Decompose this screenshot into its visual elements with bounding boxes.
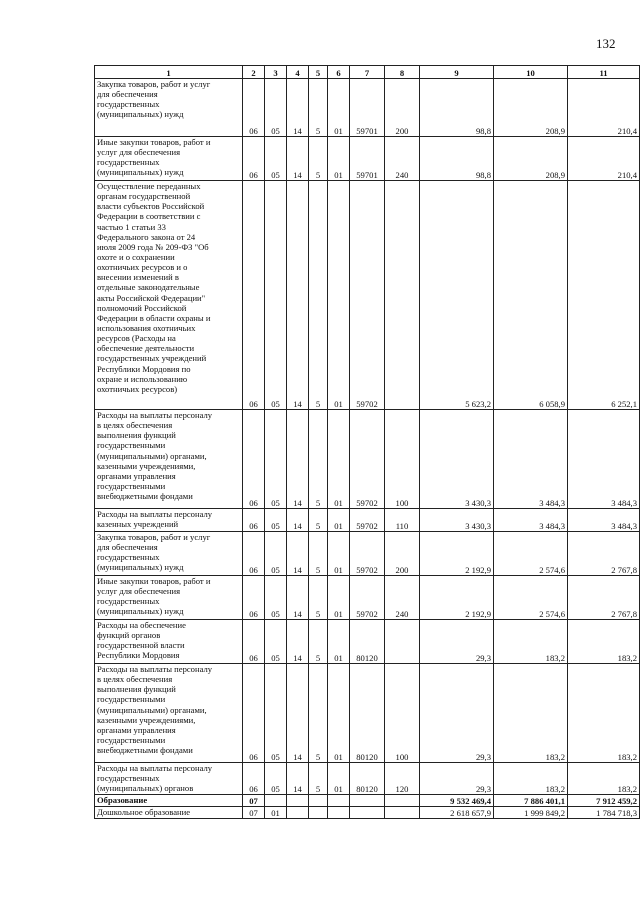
table-row — [95, 532, 640, 576]
column-header: 9 — [420, 66, 494, 79]
cell-direction: 80120 — [350, 763, 385, 795]
cell-subsection: 05 — [265, 410, 287, 509]
cell-expense-type: 240 — [385, 576, 420, 620]
table-row — [95, 79, 640, 137]
row-name: Расходы на выплаты персоналу казенных учреждений — [95, 509, 243, 532]
cell-amount-year-3: 183,2 — [568, 620, 640, 664]
cell-amount-year-3: 3 484,3 — [568, 410, 640, 509]
cell-subsection: 01 — [265, 807, 287, 819]
cell-program: 14 — [287, 664, 309, 763]
cell-event: 01 — [328, 664, 350, 763]
cell-subsection: 05 — [265, 576, 287, 620]
cell-expense-type: 110 — [385, 509, 420, 532]
cell-section: 06 — [243, 763, 265, 795]
cell-event: 01 — [328, 620, 350, 664]
cell-section: 06 — [243, 181, 265, 410]
cell-direction: 59702 — [350, 576, 385, 620]
cell-expense-type — [385, 181, 420, 410]
cell-expense-type: 120 — [385, 763, 420, 795]
cell-amount-year-1: 2 192,9 — [420, 576, 494, 620]
cell-amount-year-1: 2 192,9 — [420, 532, 494, 576]
cell-subsection: 05 — [265, 763, 287, 795]
cell-direction: 80120 — [350, 620, 385, 664]
cell-direction: 59701 — [350, 79, 385, 137]
cell-program — [287, 795, 309, 807]
cell-subsection: 05 — [265, 509, 287, 532]
cell-direction: 59701 — [350, 137, 385, 181]
cell-subprogram: 5 — [309, 410, 328, 509]
cell-subprogram: 5 — [309, 532, 328, 576]
cell-subprogram: 5 — [309, 181, 328, 410]
cell-program: 14 — [287, 620, 309, 664]
cell-amount-year-2: 183,2 — [494, 664, 568, 763]
cell-section: 06 — [243, 664, 265, 763]
cell-subsection: 05 — [265, 664, 287, 763]
cell-direction: 59702 — [350, 410, 385, 509]
cell-program — [287, 807, 309, 819]
cell-amount-year-3: 3 484,3 — [568, 509, 640, 532]
cell-event: 01 — [328, 532, 350, 576]
cell-amount-year-1: 3 430,3 — [420, 509, 494, 532]
cell-subprogram: 5 — [309, 763, 328, 795]
cell-subsection: 05 — [265, 181, 287, 410]
row-name: Осуществление переданных органам государственной власти субъектов Российской Федерации в соответствии с частью 1 статьи 33 Федерального закона от 24 июля 2009 года № 209-ФЗ "Об охоте и о сохранении охотничьих ресурсов и о внесении изменений в отдельные законодательные акты Российской Федерации" полномочий Российской Федерации в области охраны и использования охотничьих ресурсов (Расходы на обеспечение деятельности государственных учреждений Республики Мордовия по охране и использованию охотничьих ресурсов) — [95, 181, 243, 410]
row-name: Закупка товаров, работ и услуг для обеспечения государственных (муниципальных) нужд — [95, 79, 243, 137]
cell-event: 01 — [328, 410, 350, 509]
cell-subprogram — [309, 807, 328, 819]
cell-amount-year-3: 210,4 — [568, 79, 640, 137]
cell-amount-year-2: 7 886 401,1 — [494, 795, 568, 807]
cell-amount-year-1: 29,3 — [420, 620, 494, 664]
table-row — [95, 181, 640, 410]
cell-section: 07 — [243, 795, 265, 807]
cell-amount-year-1: 2 618 657,9 — [420, 807, 494, 819]
cell-expense-type: 200 — [385, 79, 420, 137]
cell-amount-year-1: 98,8 — [420, 137, 494, 181]
column-header: 4 — [287, 66, 309, 79]
column-header: 10 — [494, 66, 568, 79]
cell-program: 14 — [287, 410, 309, 509]
cell-amount-year-3: 6 252,1 — [568, 181, 640, 410]
cell-amount-year-2: 3 484,3 — [494, 410, 568, 509]
page-number: 132 — [596, 36, 616, 51]
column-header: 8 — [385, 66, 420, 79]
cell-amount-year-1: 98,8 — [420, 79, 494, 137]
cell-section: 06 — [243, 509, 265, 532]
cell-event: 01 — [328, 181, 350, 410]
row-name: Расходы на выплаты персоналу в целях обеспечения выполнения функций государственными (муниципальными) органами, казенными учреждениями, органами управления государственными внебюджетными фондами — [95, 664, 243, 763]
cell-expense-type — [385, 795, 420, 807]
cell-amount-year-1: 5 623,2 — [420, 181, 494, 410]
cell-direction: 59702 — [350, 181, 385, 410]
cell-amount-year-3: 183,2 — [568, 664, 640, 763]
row-name: Закупка товаров, работ и услуг для обеспечения государственных (муниципальных) нужд — [95, 532, 243, 576]
cell-amount-year-1: 29,3 — [420, 763, 494, 795]
cell-amount-year-3: 2 767,8 — [568, 576, 640, 620]
column-header: 6 — [328, 66, 350, 79]
row-name: Иные закупки товаров, работ и услуг для обеспечения государственных (муниципальных) нужд — [95, 576, 243, 620]
cell-program: 14 — [287, 509, 309, 532]
cell-amount-year-1: 29,3 — [420, 664, 494, 763]
cell-subsection: 05 — [265, 620, 287, 664]
cell-subprogram: 5 — [309, 576, 328, 620]
column-header: 1 — [95, 66, 243, 79]
cell-direction: 59702 — [350, 509, 385, 532]
cell-program: 14 — [287, 181, 309, 410]
table-row — [95, 576, 640, 620]
cell-subprogram: 5 — [309, 620, 328, 664]
cell-amount-year-1: 9 532 469,4 — [420, 795, 494, 807]
cell-amount-year-2: 2 574,6 — [494, 532, 568, 576]
cell-subsection — [265, 795, 287, 807]
cell-amount-year-3: 2 767,8 — [568, 532, 640, 576]
table-row — [95, 509, 640, 532]
cell-subprogram: 5 — [309, 137, 328, 181]
column-header: 5 — [309, 66, 328, 79]
cell-event: 01 — [328, 509, 350, 532]
cell-amount-year-2: 208,9 — [494, 137, 568, 181]
cell-amount-year-2: 1 999 849,2 — [494, 807, 568, 819]
cell-program: 14 — [287, 79, 309, 137]
cell-expense-type: 100 — [385, 410, 420, 509]
table-row — [95, 137, 640, 181]
cell-subsection: 05 — [265, 137, 287, 181]
cell-program: 14 — [287, 763, 309, 795]
cell-event: 01 — [328, 137, 350, 181]
column-header: 11 — [568, 66, 640, 79]
cell-subprogram: 5 — [309, 79, 328, 137]
row-name: Расходы на обеспечение функций органов государственной власти Республики Мордовия — [95, 620, 243, 664]
table-row — [95, 410, 640, 509]
cell-amount-year-3: 1 784 718,3 — [568, 807, 640, 819]
cell-subprogram: 5 — [309, 664, 328, 763]
cell-event — [328, 807, 350, 819]
cell-program: 14 — [287, 576, 309, 620]
table-row — [95, 795, 640, 807]
cell-amount-year-3: 183,2 — [568, 763, 640, 795]
cell-event: 01 — [328, 79, 350, 137]
cell-direction: 59702 — [350, 532, 385, 576]
cell-amount-year-3: 210,4 — [568, 137, 640, 181]
budget-table — [94, 65, 640, 819]
cell-amount-year-1: 3 430,3 — [420, 410, 494, 509]
cell-direction: 80120 — [350, 664, 385, 763]
cell-subprogram — [309, 795, 328, 807]
table-row — [95, 807, 640, 819]
cell-event: 01 — [328, 576, 350, 620]
cell-expense-type: 100 — [385, 664, 420, 763]
cell-expense-type: 240 — [385, 137, 420, 181]
cell-amount-year-2: 208,9 — [494, 79, 568, 137]
column-header: 7 — [350, 66, 385, 79]
cell-section: 06 — [243, 532, 265, 576]
table-header-row — [95, 66, 640, 79]
table-row — [95, 763, 640, 795]
cell-subprogram: 5 — [309, 509, 328, 532]
cell-section: 06 — [243, 79, 265, 137]
cell-section: 06 — [243, 137, 265, 181]
cell-expense-type: 200 — [385, 532, 420, 576]
row-name: Расходы на выплаты персоналу в целях обеспечения выполнения функций государственными (муниципальными) органами, казенными учреждениями, органами управления государственными внебюджетными фондами — [95, 410, 243, 509]
table-row — [95, 664, 640, 763]
cell-section: 06 — [243, 576, 265, 620]
cell-amount-year-2: 183,2 — [494, 763, 568, 795]
cell-program: 14 — [287, 137, 309, 181]
cell-event — [328, 795, 350, 807]
column-header: 2 — [243, 66, 265, 79]
cell-expense-type — [385, 807, 420, 819]
row-name: Иные закупки товаров, работ и услуг для обеспечения государственных (муниципальных) нужд — [95, 137, 243, 181]
cell-section: 06 — [243, 410, 265, 509]
row-name: Расходы на выплаты персоналу государственных (муниципальных) органов — [95, 763, 243, 795]
column-header: 3 — [265, 66, 287, 79]
cell-amount-year-2: 2 574,6 — [494, 576, 568, 620]
table-row — [95, 620, 640, 664]
cell-amount-year-2: 6 058,9 — [494, 181, 568, 410]
cell-subsection: 05 — [265, 79, 287, 137]
cell-section: 06 — [243, 620, 265, 664]
cell-amount-year-2: 183,2 — [494, 620, 568, 664]
cell-program: 14 — [287, 532, 309, 576]
cell-direction — [350, 807, 385, 819]
cell-subsection: 05 — [265, 532, 287, 576]
row-name: Дошкольное образование — [95, 807, 243, 819]
row-name: Образование — [95, 795, 243, 807]
cell-amount-year-2: 3 484,3 — [494, 509, 568, 532]
cell-expense-type — [385, 620, 420, 664]
cell-section: 07 — [243, 807, 265, 819]
cell-direction — [350, 795, 385, 807]
cell-amount-year-3: 7 912 459,2 — [568, 795, 640, 807]
cell-event: 01 — [328, 763, 350, 795]
